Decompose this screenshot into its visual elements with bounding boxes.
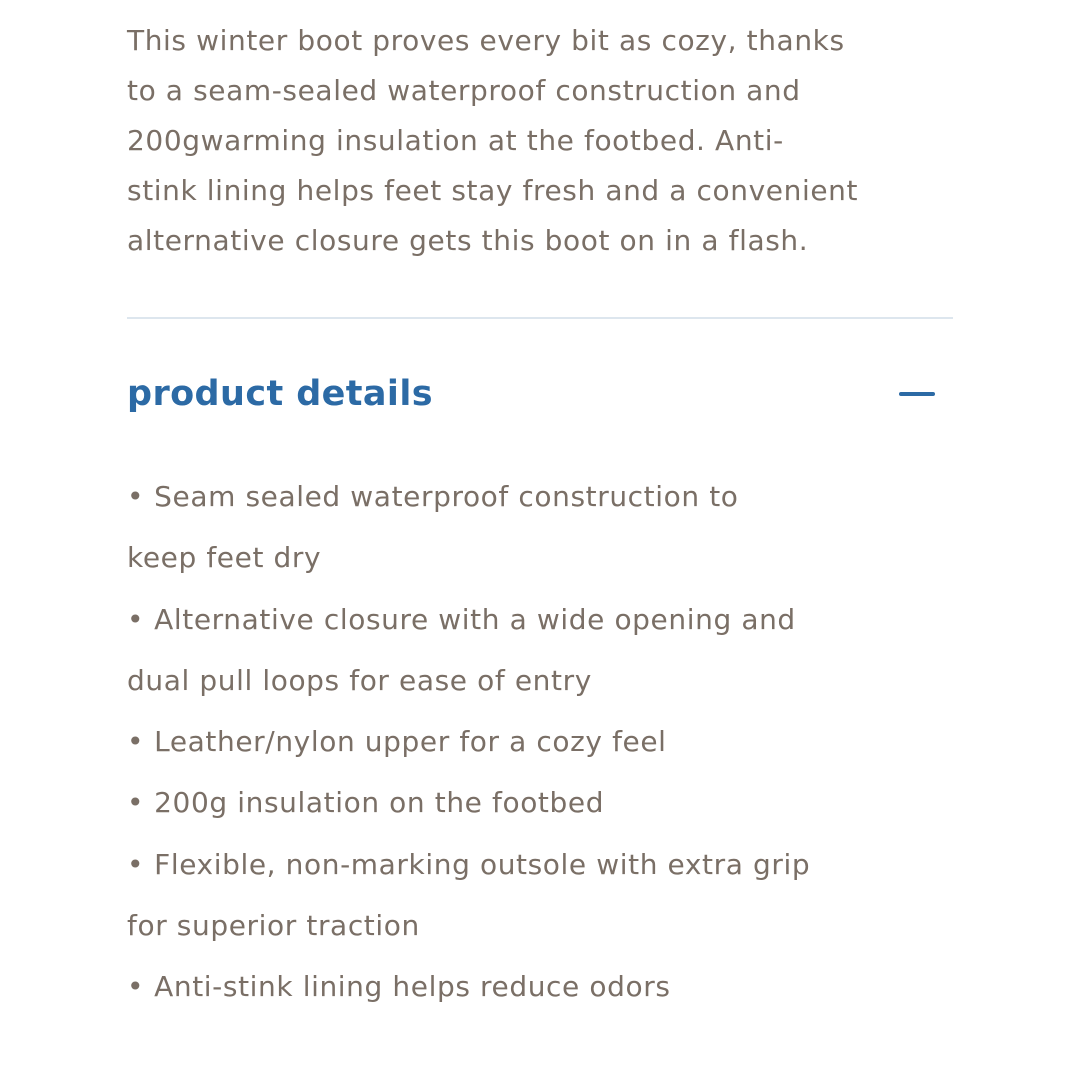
list-item — [127, 956, 953, 1017]
bullet-icon: • — [127, 725, 145, 759]
product-details-accordion-header[interactable] — [127, 364, 953, 424]
minus-icon[interactable] — [899, 392, 935, 396]
list-item — [127, 466, 953, 589]
list-item-text: Seam sealed waterproof construction to keep feet dry — [127, 480, 739, 575]
product-details-list — [127, 466, 953, 1018]
section-divider — [127, 317, 953, 319]
list-item-text: 200g insulation on the footbed — [154, 786, 605, 820]
product-description-section — [127, 16, 953, 266]
list-item-text: Alternative closure with a wide opening and dual pull loops for ease of entry — [127, 602, 796, 697]
list-item — [127, 772, 953, 833]
bullet-icon: • — [127, 602, 145, 636]
list-item — [127, 834, 953, 957]
list-item-text: Flexible, non-marking outsole with extra grip for superior traction — [127, 847, 811, 943]
list-item — [127, 711, 953, 772]
bullet-icon: • — [127, 480, 145, 513]
list-item — [127, 589, 953, 712]
bullet-icon: • — [127, 970, 145, 1004]
product-details-title: product details — [127, 374, 433, 414]
list-item-text: Anti-stink lining helps reduce odors — [154, 970, 671, 1004]
list-item-text: Leather/nylon upper for a cozy feel — [154, 725, 667, 759]
bullet-icon: • — [127, 786, 145, 820]
bullet-icon: • — [127, 847, 145, 881]
product-description: This winter boot proves every bit as cozy, thanks to a seam-sealed waterproof construction and 200gwarming insulation at the footbed. Anti- stink lining helps feet stay fresh and a convenient alternative closure gets this boot on in a flash. — [127, 24, 859, 257]
